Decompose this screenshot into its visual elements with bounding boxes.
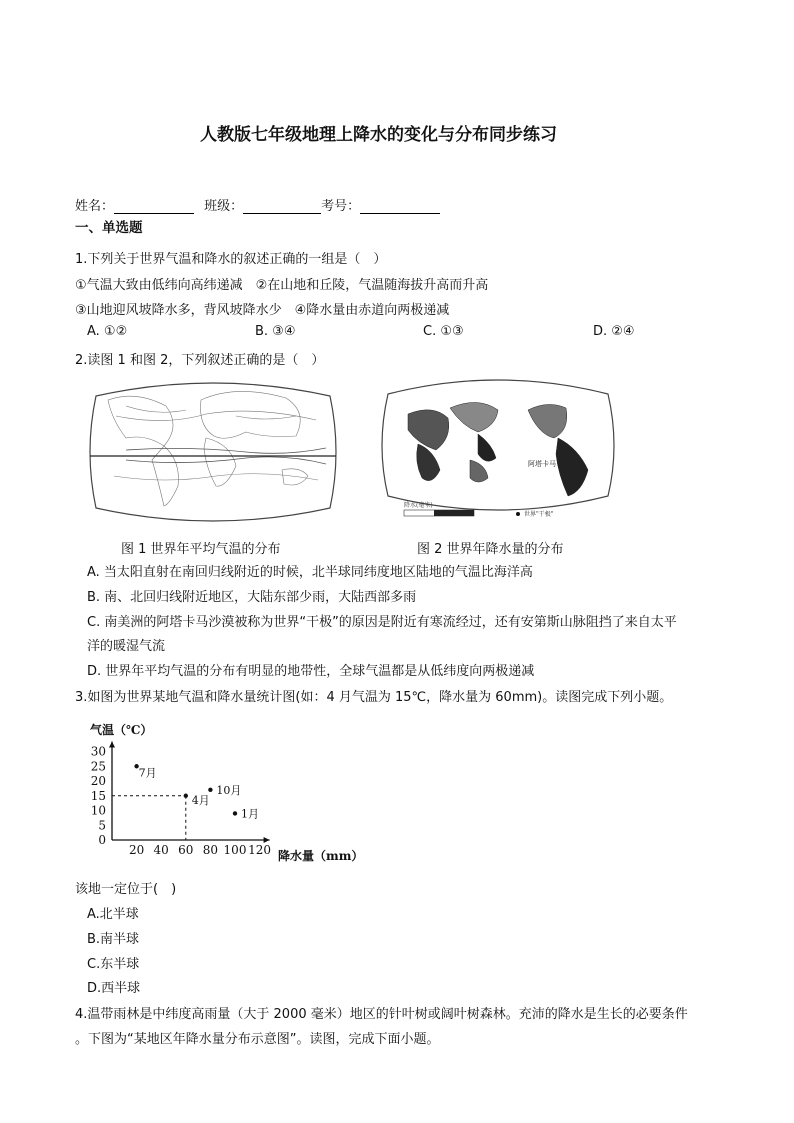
- page-title: 人教版七年级地理上降水的变化与分布同步练习: [200, 125, 557, 145]
- x-tick-label: 120: [248, 843, 272, 857]
- x-tick-label: 80: [202, 843, 219, 857]
- data-point: [208, 788, 212, 792]
- q2-option-c-continued: 洋的暖湿气流: [87, 639, 166, 654]
- precip-legend-label: 降水(毫米): [404, 502, 433, 509]
- point-label: 4月: [191, 793, 210, 807]
- temperature-precipitation-chart: [78, 718, 368, 868]
- class-label: 班级：: [204, 199, 244, 214]
- y-tick-label: 15: [90, 788, 106, 803]
- x-tick-label: 40: [153, 843, 169, 857]
- point-label: 1月: [241, 807, 259, 821]
- q1-option-a[interactable]: A. ①②: [87, 324, 128, 339]
- q3-stem: 3.如图为世界某地气温和降水量统计图(如：4 月气温为 15℃，降水量为 60mm)。读图完成下列小题。: [75, 690, 673, 705]
- fig1-caption: 图 1 世界年平均气温的分布: [121, 542, 281, 557]
- dry-pole-legend: 世界"干极": [524, 511, 554, 518]
- name-blank[interactable]: [114, 199, 194, 214]
- q3-option-d[interactable]: D.西半球: [87, 981, 141, 996]
- chart-y-axis-label: 气温（℃）: [90, 723, 153, 737]
- data-point: [233, 811, 237, 815]
- world-temperature-map: [86, 376, 340, 528]
- q1-statements-1: ①气温大致由低纬向高纬递减 ②在山地和丘陵，气温随海拔升高而升高: [75, 278, 489, 293]
- x-tick-label: 100: [223, 843, 247, 857]
- y-tick-label: 0: [98, 833, 106, 847]
- q1-option-c[interactable]: C. ①③: [423, 324, 464, 339]
- q3-option-c[interactable]: C.东半球: [87, 957, 140, 972]
- exam-blank[interactable]: [360, 199, 440, 214]
- q2-option-d[interactable]: D. 世界年平均气温的分布有明显的地带性，全球气温都是从低纬度向两极递减: [87, 664, 535, 679]
- y-tick-label: 25: [90, 759, 106, 774]
- atacama-label: 阿塔卡马: [528, 460, 556, 468]
- chart-x-axis-label: 降水量（mm）: [278, 849, 364, 863]
- x-tick-label: 20: [128, 843, 145, 857]
- name-label: 姓名：: [75, 199, 115, 214]
- q1-stem: 1.下列关于世界气温和降水的叙述正确的一组是（ ）: [75, 252, 387, 267]
- q2-stem: 2.读图 1 和图 2，下列叙述正确的是（ ）: [75, 353, 325, 368]
- fig2-caption: 图 2 世界年降水量的分布: [417, 542, 564, 557]
- q4-stem-line-1: 4.温带雨林是中纬度高雨量（大于 2000 毫米）地区的针叶树或阔叶树森林。充沛的降水是生长的必要条件: [75, 1007, 688, 1022]
- point-label: 7月: [138, 766, 157, 780]
- q2-option-b[interactable]: B. 南、北回归线附近地区，大陆东部少雨，大陆西部多雨: [87, 590, 417, 605]
- student-info: [75, 195, 440, 214]
- data-point: [184, 794, 188, 798]
- exam-label: 考号：: [321, 199, 361, 214]
- y-axis-arrow: [109, 742, 115, 748]
- q1-statements-2: ③山地迎风坡降水多，背风坡降水少 ④降水量由赤道向两极递减: [75, 303, 450, 318]
- q1-option-d[interactable]: D. ②④: [593, 324, 635, 339]
- q1-option-b[interactable]: B. ③④: [255, 324, 296, 339]
- y-tick-label: 10: [90, 803, 106, 818]
- q4-stem-line-2: 。下图为“某地区年降水量分布示意图”。读图，完成下面小题。: [75, 1032, 440, 1047]
- class-blank[interactable]: [243, 199, 321, 214]
- q2-option-c[interactable]: C. 南美洲的阿塔卡马沙漠被称为世界“干极”的原因是附近有寒流经过，还有安第斯山脉阻挡了来自太平: [87, 615, 677, 630]
- point-label: 10月: [216, 783, 242, 797]
- section-heading: 一、单选题: [75, 220, 143, 236]
- world-precipitation-map: [378, 374, 618, 532]
- q3-option-a[interactable]: A.北半球: [87, 907, 139, 922]
- y-tick-label: 20: [90, 774, 106, 788]
- y-tick-label: 30: [90, 744, 106, 759]
- q3-sub-question: 该地一定位于( ): [75, 882, 177, 897]
- q3-option-b[interactable]: B.南半球: [87, 932, 140, 947]
- x-tick-label: 60: [178, 843, 194, 857]
- y-tick-label: 5: [98, 818, 106, 833]
- q2-option-a[interactable]: A. 当太阳直射在南回归线附近的时候，北半球同纬度地区陆地的气温比海洋高: [87, 565, 533, 580]
